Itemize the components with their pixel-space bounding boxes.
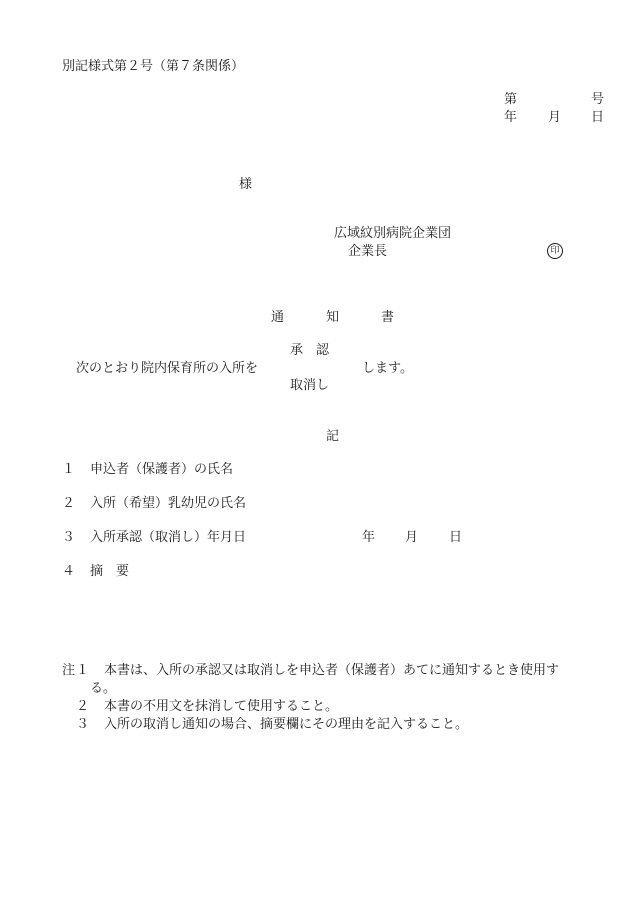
title-char-2: 知	[326, 310, 340, 325]
item-2-number: ２	[62, 496, 76, 511]
item-4-number: ４	[62, 564, 76, 579]
notes-prefix: 注	[62, 663, 76, 678]
note-1-continuation: る。	[90, 681, 117, 696]
item-1-label: 申込者（保護者）の氏名	[90, 462, 234, 477]
item-3-month: 月	[405, 530, 419, 545]
doc-number-prefix: 第	[504, 92, 518, 107]
option-approve: 承 認	[290, 343, 330, 358]
note-2-number: ２	[76, 699, 90, 714]
item-3-number: ３	[62, 530, 76, 545]
note-2-text: 本書の不用文を抹消して使用すること。	[104, 699, 339, 714]
addressee-honorific: 様	[239, 177, 253, 192]
item-3-day: 日	[449, 530, 463, 545]
body-lead: 次のとおり院内保育所の入所を	[76, 361, 259, 376]
item-1-number: １	[62, 462, 76, 477]
date-day: 日	[591, 110, 605, 125]
item-4-label: 摘 要	[90, 564, 130, 579]
note-1-number: １	[76, 663, 90, 678]
title-char-3: 書	[381, 310, 395, 325]
date-year: 年	[504, 110, 518, 125]
doc-number-suffix: 号	[591, 92, 605, 107]
record-heading: 記	[326, 429, 340, 444]
sender-organization: 広域紋別病院企業団	[334, 226, 452, 241]
option-cancel: 取消し	[290, 378, 330, 393]
seal-mark: 印	[547, 243, 563, 259]
item-3-label: 入所承認（取消し）年月日	[90, 530, 247, 545]
form-label: 別記様式第２号（第７条関係）	[62, 59, 245, 74]
item-2-label: 入所（希望）乳幼児の氏名	[90, 496, 247, 511]
body-tail: します。	[362, 361, 413, 376]
sender-title: 企業長	[348, 244, 388, 259]
item-3-year: 年	[362, 530, 376, 545]
note-3-text: 入所の取消し通知の場合、摘要欄にその理由を記入すること。	[104, 717, 469, 732]
seal-stamp	[547, 243, 563, 259]
note-1-text: 本書は、入所の承認又は取消しを申込者（保護者）あてに通知するとき使用す	[104, 663, 560, 678]
note-3-number: ３	[76, 717, 90, 732]
date-month: 月	[548, 110, 562, 125]
title-char-1: 通	[271, 310, 285, 325]
